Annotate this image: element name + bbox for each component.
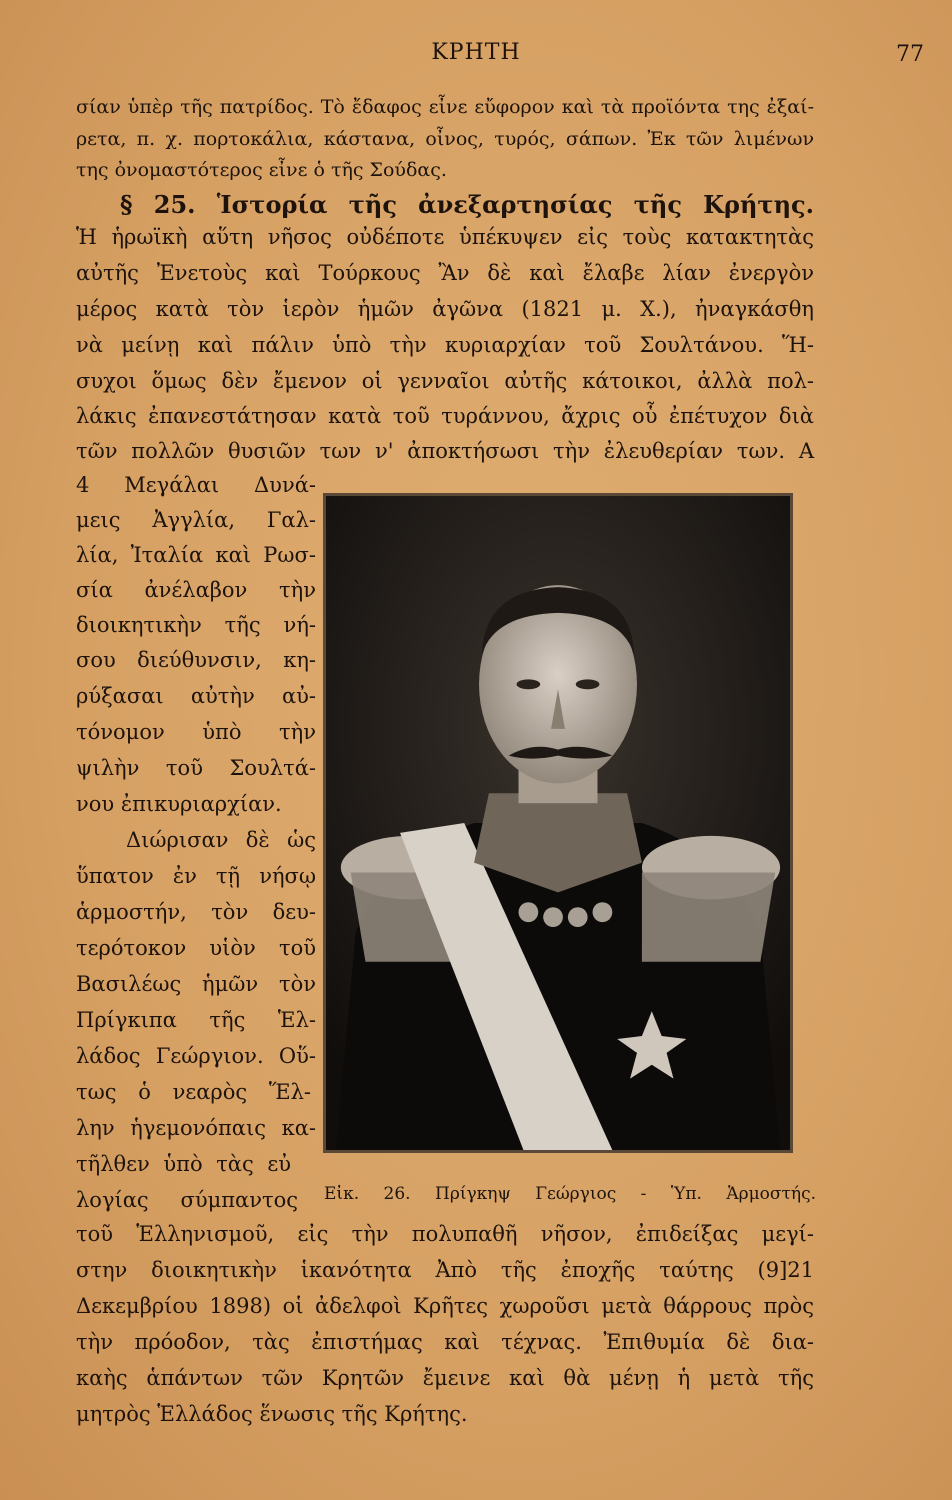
closing-line: καὴς ἁπάντων τῶν Κρητῶν ἔμεινε καὶ θὰ μένῃ ἡ μετὰ τῆς bbox=[76, 1366, 814, 1390]
column-line: τῆλθεν ὑπὸ τὰς εὐ bbox=[76, 1152, 291, 1176]
closing-line: Δεκεμβρίου 1898) οἱ ἀδελφοὶ Κρῆτες χωροῦσι μετὰ θάρρους πρὸς bbox=[76, 1294, 814, 1318]
portrait-photo bbox=[323, 493, 793, 1153]
column-line: ἁρμοστήν, τὸν δευ- bbox=[76, 900, 316, 924]
column-line: τόνομον ὑπὸ τὴν bbox=[76, 720, 316, 744]
intro-line: ρετα, π. χ. πορτοκάλια, κάστανα, οἶνος, τυρός, σάπων. Ἐκ τῶν λιμένων bbox=[76, 128, 814, 150]
column-line: λία, Ἰταλία καὶ Ρωσ- bbox=[76, 543, 316, 567]
column-line: Βασιλέως ἡμῶν τὸν bbox=[76, 972, 316, 996]
page-number: 77 bbox=[896, 42, 924, 67]
closing-line: τοῦ Ἑλληνισμοῦ, εἰς τὴν πολυπαθῆ νῆσον, ἐπιδείξας μεγί- bbox=[76, 1222, 814, 1246]
intro-line: σίαν ὑπὲρ τῆς πατρίδος. Τὸ ἔδαφος εἶνε εὔφορον καὶ τὰ προϊόντα της ἐξαί- bbox=[76, 96, 814, 118]
column-line: Διώρισαν δὲ ὡς bbox=[126, 828, 316, 852]
body-line: λάκις ἐπανεστάτησαν κατὰ τοῦ τυράννου, ἄχρις οὗ ἐπέτυχον διὰ bbox=[76, 404, 814, 428]
column-line: ὕπατον ἐν τῇ νήσῳ bbox=[76, 864, 316, 888]
figure-caption: Εἰκ. 26. Πρίγκηψ Γεώργιος - Ὑπ. Ἁρμοστής. bbox=[324, 1184, 816, 1204]
column-line: νου ἐπικυριαρχίαν. bbox=[76, 792, 282, 816]
column-line: λην ἡγεμονόπαις κα- bbox=[76, 1116, 316, 1140]
column-line: σία ἀνέλαβον τὴν bbox=[76, 578, 316, 602]
body-line: συχοι ὅμως δὲν ἔμενον οἱ γενναῖοι αὐτῆς κάτοικοι, ἀλλὰ πολ- bbox=[76, 369, 814, 393]
body-line: Ἡ ἡρωϊκὴ αὕτη νῆσος οὐδέποτε ὑπέκυψεν εἰς τοὺς κατακτητὰς bbox=[76, 225, 814, 249]
column-line: 4 Μεγάλαι Δυνά- bbox=[76, 473, 316, 497]
column-line: τως ὁ νεαρὸς Ἕλ- bbox=[76, 1080, 311, 1104]
section-heading bbox=[120, 190, 815, 219]
section-number: § 25. bbox=[120, 190, 196, 219]
running-header: ΚΡΗΤΗ bbox=[431, 40, 521, 65]
column-line: ρύξασαι αὐτὴν αὐ- bbox=[76, 684, 316, 708]
column-line: ψιλὴν τοῦ Σουλτά- bbox=[76, 756, 316, 780]
column-line: λάδος Γεώργιον. Οὕ- bbox=[76, 1044, 316, 1068]
column-line: τερότοκον υἱὸν τοῦ bbox=[76, 936, 316, 960]
column-line: διοικητικὴν τῆς νή- bbox=[76, 613, 316, 637]
intro-line: της ὀνομαστότερος εἶνε ὁ τῆς Σούδας. bbox=[76, 159, 447, 181]
column-line: Πρίγκιπα τῆς Ἑλ- bbox=[76, 1008, 316, 1032]
section-title: Ἱστορία τῆς ἀνεξαρτησίας τῆς Κρήτης. bbox=[216, 190, 815, 219]
column-line: λογίας σύμπαντος bbox=[76, 1188, 298, 1212]
body-line: τῶν πολλῶν θυσιῶν των ν' ἀποκτήσωσι τὴν ἐλευθερίαν των. Α bbox=[76, 439, 814, 463]
portrait-illustration bbox=[326, 496, 790, 1150]
closing-line: μητρὸς Ἑλλάδος ἕνωσις τῆς Κρήτης. bbox=[76, 1402, 468, 1426]
body-line: νὰ μείνῃ καὶ πάλιν ὑπὸ τὴν κυριαρχίαν τοῦ Σουλτάνου. Ἥ- bbox=[76, 333, 814, 357]
body-line: αὐτῆς Ἐνετοὺς καὶ Τούρκους Ἂν δὲ καὶ ἔλαβε λίαν ἐνεργὸν bbox=[76, 261, 814, 285]
column-line: μεις Ἀγγλία, Γαλ- bbox=[76, 508, 316, 532]
column-line: σου διεύθυνσιν, κη- bbox=[76, 648, 316, 672]
body-line: μέρος κατὰ τὸν ἱερὸν ἡμῶν ἀγῶνα (1821 μ. Χ.), ἠναγκάσθη bbox=[76, 297, 814, 321]
closing-line: τὴν πρόοδον, τὰς ἐπιστήμας καὶ τέχνας. Ἐπιθυμία δὲ δια- bbox=[76, 1330, 814, 1354]
closing-line: στην διοικητικὴν ἱκανότητα Ἀπὸ τῆς ἐποχῆς ταύτης (9]21 bbox=[76, 1258, 814, 1282]
